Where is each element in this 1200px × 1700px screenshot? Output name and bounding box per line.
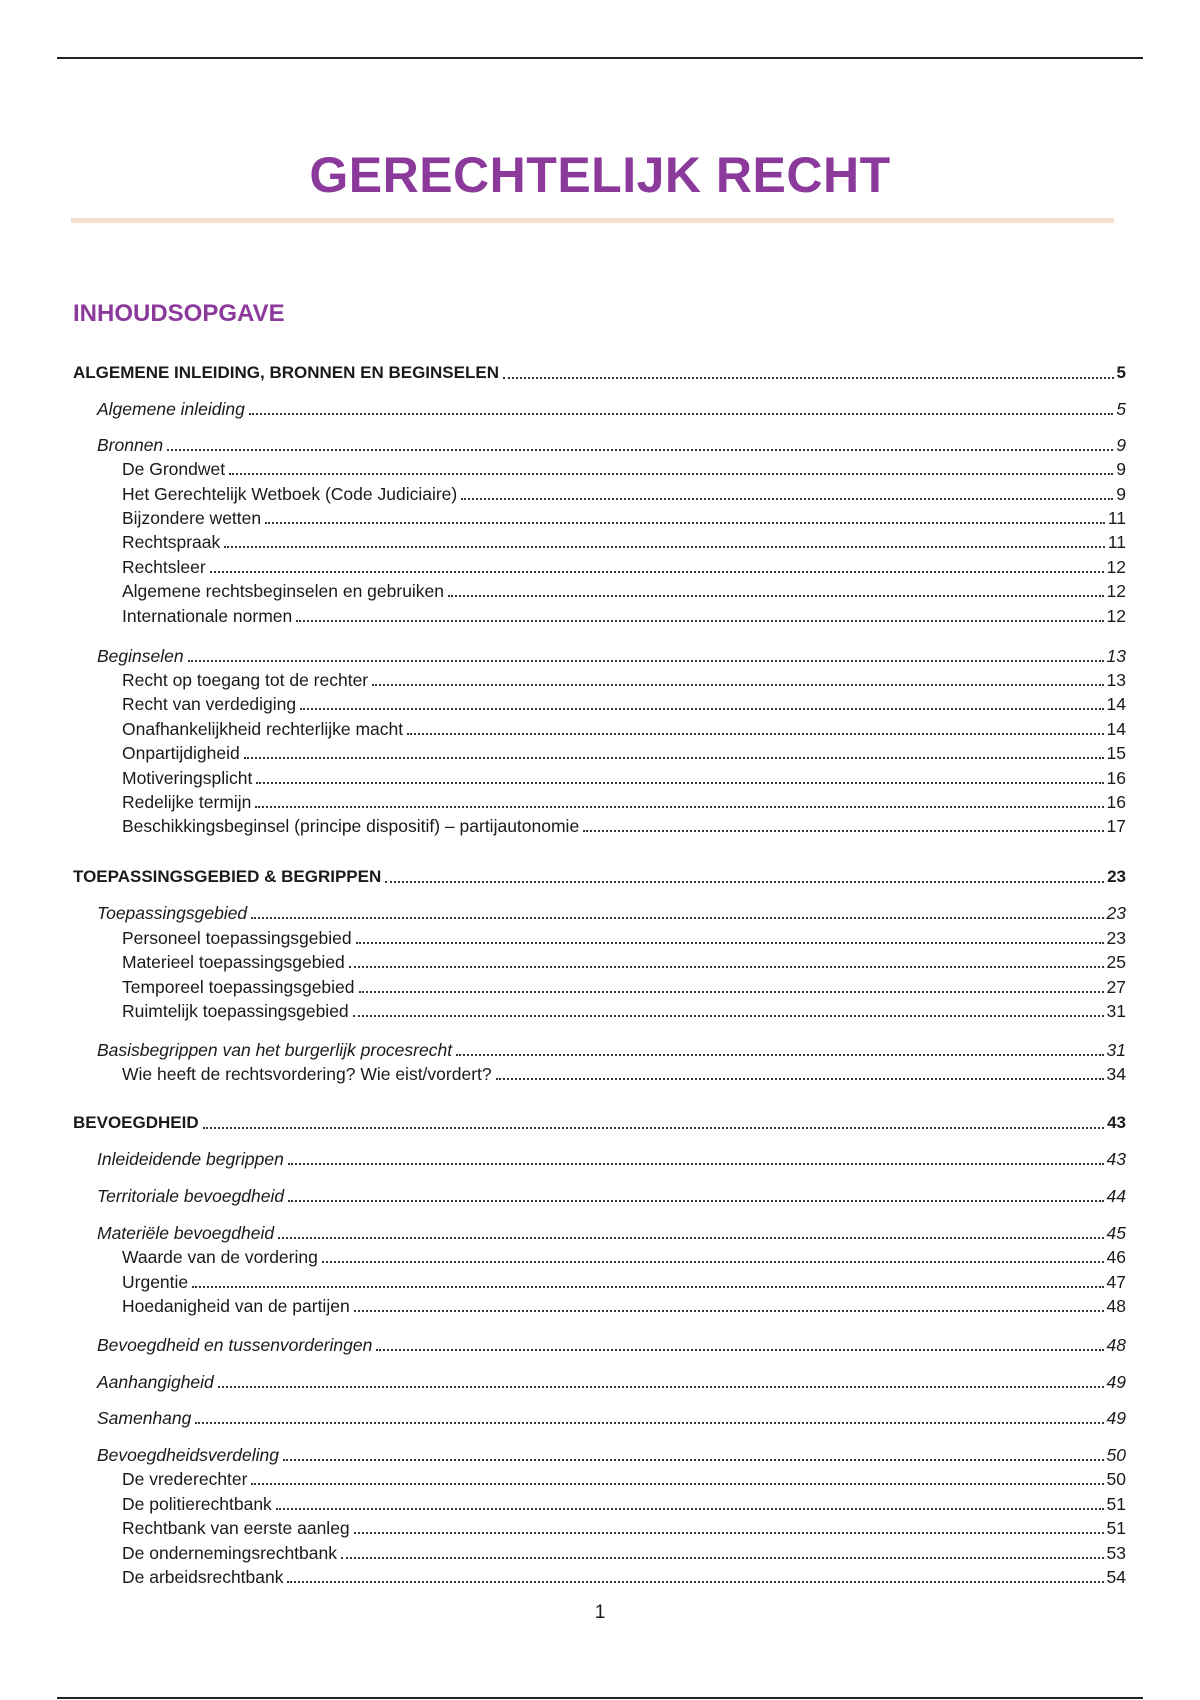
- toc-entry-page: 44: [1106, 1186, 1126, 1206]
- toc-entry-label: Internationale normen: [122, 606, 293, 626]
- toc-leader-dots: [276, 1508, 1104, 1510]
- toc-entry-page: 45: [1106, 1223, 1126, 1243]
- toc-leader-dots: [249, 413, 1113, 415]
- toc-entry-page: 15: [1106, 743, 1126, 763]
- toc-subsection[interactable]: [122, 1293, 1126, 1317]
- toc-entry-page: 31: [1106, 1001, 1126, 1021]
- toc-leader-dots: [255, 806, 1103, 808]
- toc-entry-label: Algemene rechtsbeginselen en gebruiken: [122, 581, 445, 601]
- toc-entry-label: Territoriale bevoegdheid: [97, 1186, 285, 1206]
- toc-subsection[interactable]: [122, 1564, 1126, 1588]
- toc-entry-label: Wie heeft de rechtsvordering? Wie eist/vordert?: [122, 1064, 492, 1084]
- toc-chapter[interactable]: [73, 864, 1126, 888]
- toc-leader-dots: [288, 1163, 1104, 1165]
- toc-chapter[interactable]: [73, 360, 1126, 384]
- toc-leader-dots: [456, 1054, 1103, 1056]
- toc-section[interactable]: [97, 900, 1126, 924]
- toc-entry-page: 13: [1106, 646, 1126, 666]
- toc-leader-dots: [448, 595, 1104, 597]
- toc-leader-dots: [376, 1349, 1103, 1351]
- toc-entry-page: 9: [1116, 459, 1126, 479]
- toc-leader-dots: [167, 449, 1113, 451]
- toc-leader-dots: [251, 1483, 1103, 1485]
- toc-leader-dots: [210, 571, 1104, 573]
- top-rule: [57, 57, 1143, 59]
- toc-section[interactable]: [97, 1220, 1126, 1244]
- toc-section[interactable]: [97, 643, 1126, 667]
- toc-leader-dots: [341, 1557, 1104, 1559]
- toc-entry-page: 25: [1106, 952, 1126, 972]
- toc-leader-dots: [300, 708, 1103, 710]
- toc-entry-page: 43: [1106, 1149, 1126, 1169]
- toc-section[interactable]: [97, 1405, 1126, 1429]
- toc-leader-dots: [195, 1422, 1103, 1424]
- toc-entry-page: 9: [1116, 435, 1126, 455]
- toc-subsection[interactable]: [122, 1244, 1126, 1268]
- toc-section[interactable]: [97, 1146, 1126, 1170]
- toc-leader-dots: [224, 546, 1105, 548]
- toc-subsection[interactable]: [122, 813, 1126, 837]
- toc-entry-label: Beginselen: [97, 646, 184, 666]
- toc-subsection[interactable]: [122, 925, 1126, 949]
- toc-subsection[interactable]: [122, 974, 1126, 998]
- toc-entry-label: Toepassingsgebied: [97, 903, 248, 923]
- toc-entry-label: Hoedanigheid van de partijen: [122, 1296, 350, 1316]
- toc-subsection[interactable]: [122, 505, 1126, 529]
- toc-entry-page: 16: [1106, 768, 1126, 788]
- toc-entry-label: Onpartijdigheid: [122, 743, 240, 763]
- toc-section[interactable]: [97, 1442, 1126, 1466]
- toc-leader-dots: [218, 1386, 1104, 1388]
- title-underline: [71, 218, 1114, 223]
- document-title: GERECHTELIJK RECHT: [309, 147, 891, 203]
- toc-leader-dots: [496, 1078, 1104, 1080]
- toc-subsection[interactable]: [122, 554, 1126, 578]
- toc-subsection[interactable]: [122, 949, 1126, 973]
- toc-leader-dots: [583, 830, 1103, 832]
- toc-entry-label: Waarde van de vordering: [122, 1247, 318, 1267]
- toc-subsection[interactable]: [122, 1491, 1126, 1515]
- toc-leader-dots: [407, 733, 1103, 735]
- toc-entry-label: Bijzondere wetten: [122, 508, 262, 528]
- toc-entry-page: 51: [1106, 1494, 1126, 1514]
- toc-entry-page: 48: [1106, 1335, 1126, 1355]
- toc-section[interactable]: [97, 396, 1126, 420]
- toc-entry-label: Samenhang: [97, 1408, 192, 1428]
- toc-entry-label: Recht van verdediging: [122, 694, 297, 714]
- toc-leader-dots: [349, 966, 1104, 968]
- toc-leader-dots: [229, 473, 1113, 475]
- toc-entry-page: 48: [1106, 1296, 1126, 1316]
- toc-section[interactable]: [97, 432, 1126, 456]
- toc-entry-page: 23: [1107, 867, 1126, 886]
- toc-subsection[interactable]: [122, 1269, 1126, 1293]
- toc-entry-label: Basisbegrippen van het burgerlijk procesrecht: [97, 1040, 453, 1060]
- toc-entry-label: Temporeel toepassingsgebied: [122, 977, 355, 997]
- toc-entry-page: 5: [1116, 363, 1126, 382]
- toc-entry-label: Personeel toepassingsgebied: [122, 928, 352, 948]
- toc-entry-label: Beschikkingsbeginsel (principe dispositif) – partijautonomie: [122, 816, 580, 836]
- toc-entry-label: Het Gerechtelijk Wetboek (Code Judiciaire): [122, 484, 458, 504]
- bottom-rule: [57, 1697, 1143, 1699]
- toc-entry-label: Bronnen: [97, 435, 164, 455]
- toc-entry-page: 43: [1107, 1113, 1126, 1132]
- toc-entry-page: 47: [1106, 1272, 1126, 1292]
- toc-entry-page: 12: [1106, 581, 1126, 601]
- toc-entry-page: 23: [1106, 903, 1126, 923]
- toc-leader-dots: [265, 522, 1105, 524]
- toc-entry-page: 14: [1106, 694, 1126, 714]
- toc-leader-dots: [354, 1532, 1104, 1534]
- toc-section[interactable]: [97, 1037, 1126, 1061]
- toc-subsection[interactable]: [122, 789, 1126, 813]
- toc-entry-page: 49: [1106, 1408, 1126, 1428]
- toc-subsection[interactable]: [122, 691, 1126, 715]
- toc-entry-page: 50: [1106, 1445, 1126, 1465]
- toc-leader-dots: [203, 1127, 1104, 1129]
- toc-chapter[interactable]: [73, 1110, 1126, 1134]
- toc-leader-dots: [256, 782, 1103, 784]
- toc-leader-dots: [353, 1015, 1104, 1017]
- toc-entry-page: 16: [1106, 792, 1126, 812]
- toc-entry-page: 11: [1107, 532, 1126, 552]
- toc-entry-label: Rechtsleer: [122, 557, 206, 577]
- toc-entry-label: Rechtbank van eerste aanleg: [122, 1518, 350, 1538]
- toc-entry-label: Onafhankelijkheid rechterlijke macht: [122, 719, 404, 739]
- toc-entry-label: Motiveringsplicht: [122, 768, 253, 788]
- toc-subsection[interactable]: [122, 456, 1126, 480]
- toc-subsection[interactable]: [122, 603, 1126, 627]
- toc-entry-page: 31: [1106, 1040, 1126, 1060]
- toc-entry-page: 9: [1116, 484, 1126, 504]
- toc-leader-dots: [356, 942, 1104, 944]
- toc-entry-page: 46: [1106, 1247, 1126, 1267]
- toc-entry-label: BEVOEGDHEID: [73, 1113, 199, 1132]
- toc-subsection[interactable]: [122, 1515, 1126, 1539]
- toc-subsection[interactable]: [122, 1061, 1126, 1085]
- toc-subsection[interactable]: [122, 578, 1126, 602]
- toc-entry-label: Algemene inleiding: [97, 399, 245, 419]
- toc-leader-dots: [192, 1286, 1103, 1288]
- toc-leader-dots: [283, 1459, 1104, 1461]
- toc-subsection[interactable]: [122, 716, 1126, 740]
- toc-entry-label: De Grondwet: [122, 459, 226, 479]
- toc-leader-dots: [503, 377, 1114, 379]
- toc-entry-page: 23: [1106, 928, 1126, 948]
- toc-entry-label: Recht op toegang tot de rechter: [122, 670, 369, 690]
- toc-leader-dots: [322, 1261, 1104, 1263]
- toc-entry-page: 34: [1106, 1064, 1126, 1084]
- toc-entry-label: Rechtspraak: [122, 532, 221, 552]
- toc-subsection[interactable]: [122, 765, 1126, 789]
- toc-entry-page: 27: [1106, 977, 1126, 997]
- toc-leader-dots: [278, 1237, 1103, 1239]
- toc-entry-page: 14: [1106, 719, 1126, 739]
- toc-leader-dots: [288, 1200, 1103, 1202]
- toc-entry-label: Bevoegdheid en tussenvorderingen: [97, 1335, 373, 1355]
- toc-entry-label: ALGEMENE INLEIDING, BRONNEN EN BEGINSELEN: [73, 363, 499, 382]
- toc-entry-label: Inleideidende begrippen: [97, 1149, 284, 1169]
- toc-subsection[interactable]: [122, 1540, 1126, 1564]
- toc-subsection[interactable]: [122, 998, 1126, 1022]
- toc-leader-dots: [359, 991, 1104, 993]
- toc-subsection[interactable]: [122, 529, 1126, 553]
- toc-entry-page: 12: [1106, 557, 1126, 577]
- toc-entry-label: De ondernemingsrechtbank: [122, 1543, 337, 1563]
- toc-section[interactable]: [97, 1183, 1126, 1207]
- toc-leader-dots: [385, 881, 1104, 883]
- toc-entry-page: 50: [1106, 1469, 1126, 1489]
- toc-section[interactable]: [97, 1332, 1126, 1356]
- toc-entry-label: Materieel toepassingsgebied: [122, 952, 345, 972]
- toc-entry-page: 12: [1106, 606, 1126, 626]
- toc-entry-label: Ruimtelijk toepassingsgebied: [122, 1001, 349, 1021]
- toc-subsection[interactable]: [122, 481, 1126, 505]
- toc-entry-page: 54: [1106, 1567, 1126, 1587]
- toc-heading: INHOUDSOPGAVE: [73, 300, 285, 327]
- toc-entry-page: 53: [1106, 1543, 1126, 1563]
- toc-leader-dots: [296, 620, 1103, 622]
- toc-entry-label: Bevoegdheidsverdeling: [97, 1445, 279, 1465]
- toc-entry-label: Urgentie: [122, 1272, 189, 1292]
- toc-subsection[interactable]: [122, 1466, 1126, 1490]
- toc-entry-label: Materiële bevoegdheid: [97, 1223, 275, 1243]
- toc-leader-dots: [461, 498, 1113, 500]
- toc-entry-page: 17: [1106, 816, 1126, 836]
- toc-entry-label: De vrederechter: [122, 1469, 248, 1489]
- toc-leader-dots: [354, 1310, 1104, 1312]
- toc-leader-dots: [372, 684, 1103, 686]
- toc-entry-label: De politierechtbank: [122, 1494, 272, 1514]
- toc-subsection[interactable]: [122, 667, 1126, 691]
- toc-entry-page: 5: [1116, 399, 1126, 419]
- toc-entry-page: 49: [1106, 1372, 1126, 1392]
- toc-entry-page: 51: [1106, 1518, 1126, 1538]
- toc-entry-page: 13: [1106, 670, 1126, 690]
- toc-leader-dots: [287, 1581, 1103, 1583]
- toc-leader-dots: [244, 757, 1104, 759]
- toc-leader-dots: [188, 660, 1104, 662]
- toc-entry-label: Redelijke termijn: [122, 792, 252, 812]
- toc-leader-dots: [251, 917, 1103, 919]
- toc-section[interactable]: [97, 1369, 1126, 1393]
- page-number: 1: [594, 1602, 606, 1623]
- toc-entry-page: 11: [1107, 508, 1126, 528]
- toc-subsection[interactable]: [122, 740, 1126, 764]
- toc-entry-label: Aanhangigheid: [97, 1372, 214, 1392]
- toc-entry-label: TOEPASSINGSGEBIED & BEGRIPPEN: [73, 867, 382, 886]
- toc-entry-label: De arbeidsrechtbank: [122, 1567, 284, 1587]
